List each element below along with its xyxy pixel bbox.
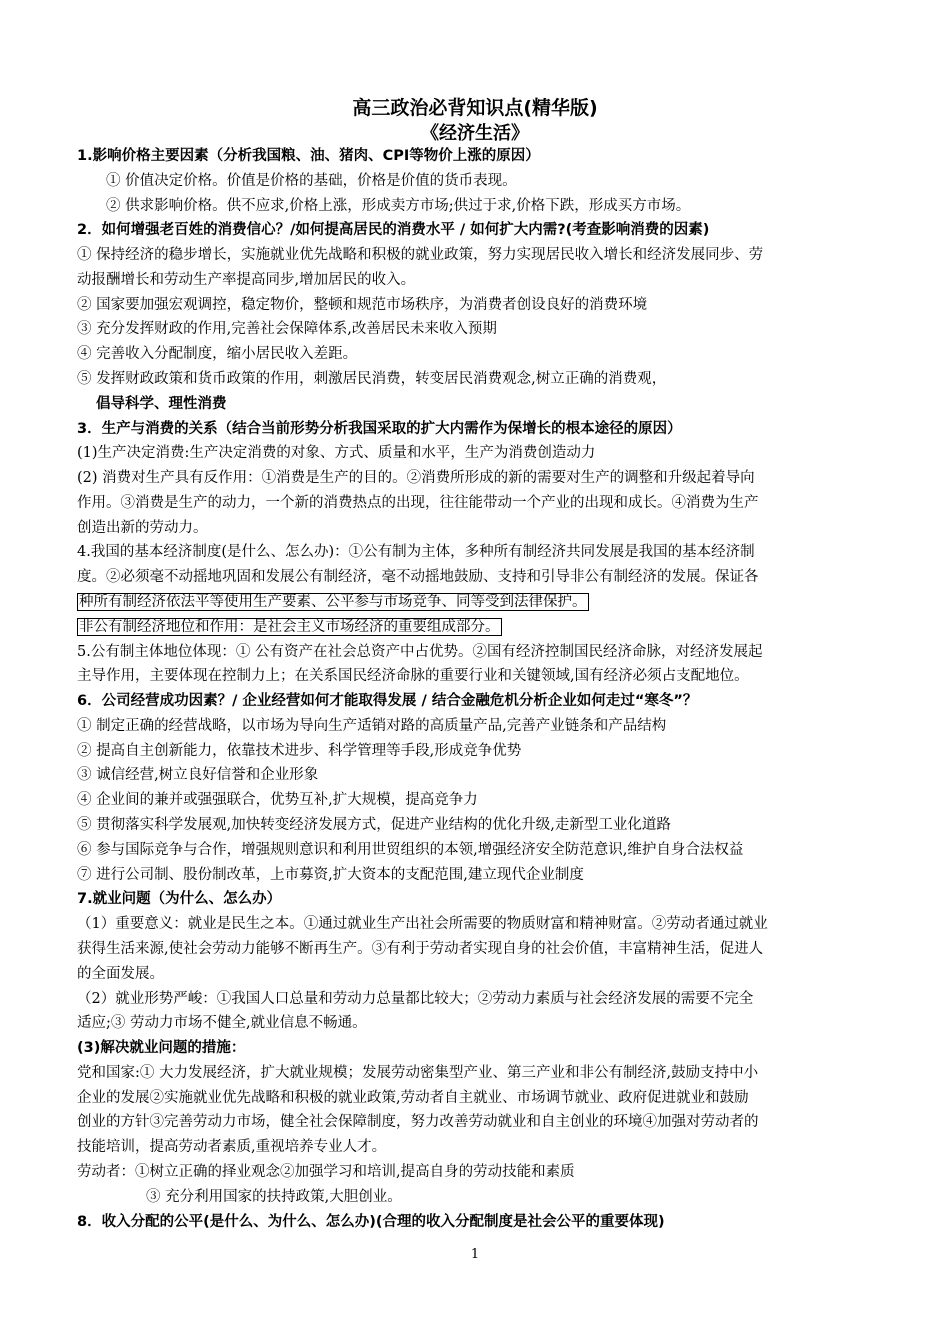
section-heading: 5.公有制主体地位体现：① 公有资产在社会总资产中占优势。②国有经济控制国民经济命脉，对经济发展起: [77, 644, 763, 660]
text-line: ① 制定正确的经营战略，以市场为导向生产适销对路的高质量产品,完善产业链条和产品结构: [77, 718, 667, 734]
text-line: ② 国家要加强宏观调控，稳定物价，整顿和规范市场秩序，为消费者创设良好的消费环境: [77, 297, 648, 313]
text-line: 党和国家:① 大力发展经济，扩大就业规模；发展劳动密集型产业、第三产业和非公有制经济,鼓励支持中小: [77, 1065, 759, 1081]
text-line: ② 供求影响价格。供不应求,价格上涨，形成卖方市场;供过于求,价格下跌，形成买方市场。: [106, 198, 691, 214]
text-line: 获得生活来源,使社会劳动力能够不断再生产。③有利于劳动者实现自身的社会价值，丰富精神生活，促进人: [77, 941, 764, 957]
subsection-heading: (3)解决就业问题的措施：: [77, 1040, 246, 1056]
text-line: 非公有制经济地位和作用：是社会主义市场经济的重要组成部分。: [79, 619, 500, 635]
text-line: 创业的方针③完善劳动力市场，健全社会保障制度，努力改善劳动就业和自主创业的环境④加强对劳动者的: [77, 1114, 759, 1130]
text-line: ② 提高自主创新能力，依靠技术进步、科学管理等手段,形成竞争优势: [77, 743, 522, 759]
text-line: (2) 消费对生产具有反作用：①消费是生产的目的。②消费所形成的新的需要对生产的调整和升级起着导向: [77, 470, 755, 486]
text-line: ④ 企业间的兼并或强强联合，优势互补,扩大规模，提高竞争力: [77, 792, 478, 808]
text-line: 技能培训，提高劳动者素质,重视培养专业人才。: [77, 1139, 387, 1155]
text-line: 的全面发展。: [77, 966, 164, 982]
section-heading: 2．如何增强老百姓的消费信心？/如何提高居民的消费水平 / 如何扩大内需?(考查影响消费的因素): [77, 222, 710, 238]
section-heading: 6．公司经营成功因素？/ 企业经营如何才能取得发展 / 结合金融危机分析企业如何走过“寒冬”？: [77, 693, 698, 709]
document-title: 高三政治必背知识点(精华版): [352, 97, 598, 119]
text-line: ③ 充分利用国家的扶持政策,大胆创业。: [146, 1189, 402, 1205]
text-line: ③ 充分发挥财政的作用,完善社会保障体系,改善居民未来收入预期: [77, 321, 497, 337]
document-subtitle: 《经济生活》: [421, 123, 529, 144]
section-heading: 4.我国的基本经济制度(是什么、怎么办)：①公有制为主体，多种所有制经济共同发展是我国的基本经济制: [77, 544, 755, 560]
section-heading: 1.影响价格主要因素（分析我国粮、油、猪肉、CPⅠ等物价上涨的原因）: [77, 148, 540, 164]
text-line: ① 保持经济的稳步增长，实施就业优先战略和积极的就业政策，努力实现居民收入增长和经济发展同步、劳: [77, 247, 764, 263]
text-line: 劳动者：①树立正确的择业观念②加强学习和培训,提高自身的劳动技能和素质: [77, 1164, 575, 1180]
text-line: 度。②必须毫不动摇地巩固和发展公有制经济，毫不动摇地鼓励、支持和引导非公有制经济的发展。保证各: [77, 569, 759, 585]
text-line: 企业的发展②实施就业优先战略和积极的就业政策,劳动者自主就业、市场调节就业、政府促进就业和鼓励: [77, 1090, 749, 1106]
text-line: 适应;③ 劳动力市场不健全,就业信息不畅通。: [77, 1015, 367, 1031]
text-line: ① 价值决定价格。价值是价格的基础，价格是价值的货币表现。: [106, 173, 517, 189]
text-line: 倡导科学、理性消费: [96, 396, 227, 412]
text-line: ⑤ 贯彻落实科学发展观,加快转变经济发展方式，促进产业结构的优化升级,走新型工业化道路: [77, 817, 671, 833]
text-line: ④ 完善收入分配制度，缩小居民收入差距。: [77, 346, 358, 362]
text-line: （2）就业形势严峻：①我国人口总量和劳动力总量都比较大；②劳动力素质与社会经济发展的需要不完全: [77, 991, 754, 1007]
text-line: (1)生产决定消费:生产决定消费的对象、方式、质量和水平，生产为消费创造动力: [77, 445, 596, 461]
text-line: 动报酬增长和劳动生产率提高同步,增加居民的收入。: [77, 272, 416, 288]
text-line: （1）重要意义：就业是民生之本。①通过就业生产出社会所需要的物质财富和精神财富。②劳动者通过就业: [77, 916, 768, 932]
text-line: 创造出新的劳动力。: [77, 520, 208, 536]
section-heading: 7.就业问题（为什么、怎么办）: [77, 891, 282, 907]
text-line: ⑥ 参与国际竞争与合作，增强规则意识和利用世贸组织的本领,增强经济安全防范意识,维护自身合法权益: [77, 842, 744, 858]
text-line: ③ 诚信经营,树立良好信誉和企业形象: [77, 767, 319, 783]
section-heading: 8．收入分配的公平(是什么、为什么、怎么办)(合理的收入分配制度是社会公平的重要体现): [77, 1214, 665, 1230]
text-line: 作用。③消费是生产的动力，一个新的消费热点的出现，往往能带动一个产业的出现和成长。④消费为生产: [77, 495, 759, 511]
text-line: 主导作用，主要体现在控制力上；在关系国民经济命脉的重要行业和关键领域,国有经济必须占支配地位。: [77, 668, 749, 684]
text-line: ⑤ 发挥财政政策和货币政策的作用，刺激居民消费，转变居民消费观念,树立正确的消费观，: [77, 371, 667, 387]
page-number: 1: [470, 1247, 480, 1262]
text-line: 种所有制经济依法平等使用生产要素、公平参与市场竞争、同等受到法律保护。: [79, 594, 587, 610]
section-heading: 3．生产与消费的关系（结合当前形势分析我国采取的扩大内需作为保增长的根本途径的原因）: [77, 421, 682, 437]
text-line: ⑦ 进行公司制、股份制改革，上市募资,扩大资本的支配范围,建立现代企业制度: [77, 867, 584, 883]
